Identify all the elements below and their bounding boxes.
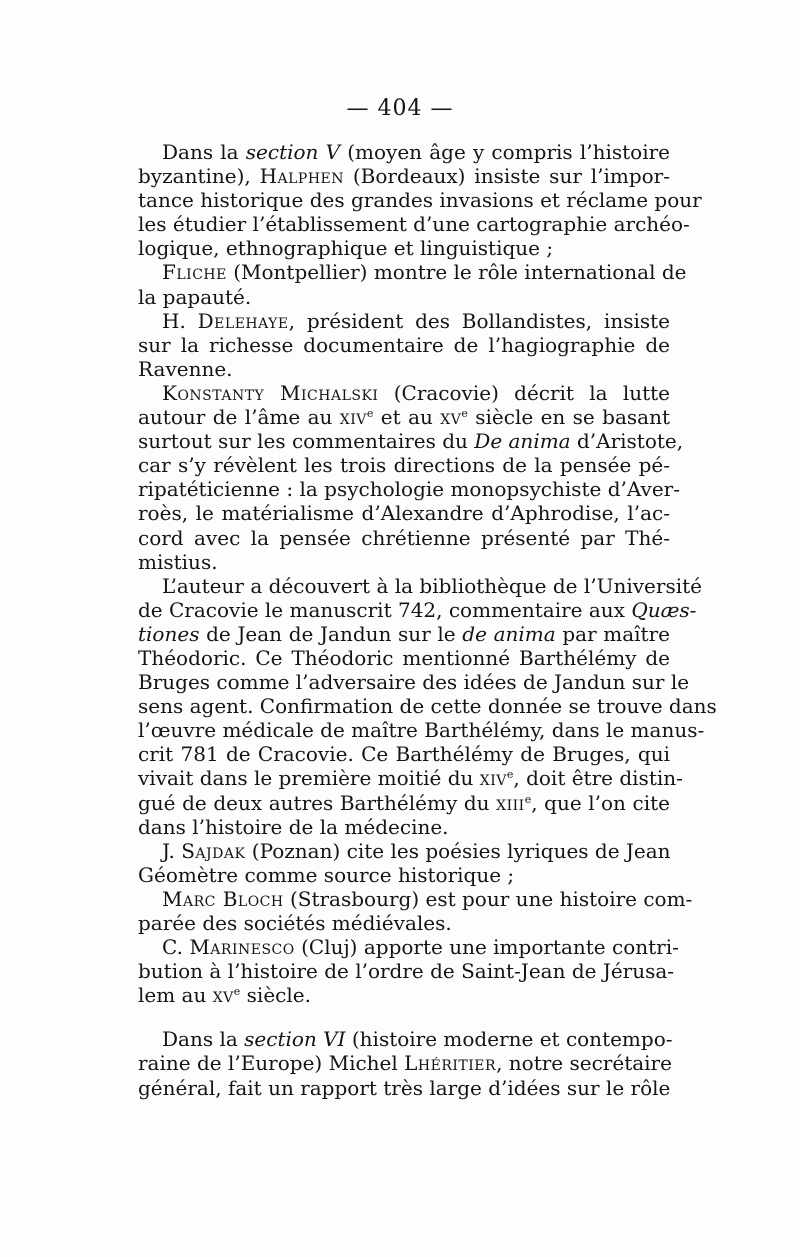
paragraph-p5 (138, 573, 717, 839)
text-line (138, 236, 670, 260)
text-run: bution à l’histoire de l’ordre de Saint-Jean de Jérusa- (138, 959, 675, 984)
text-run: (Cluj) apporte une importante contri- (294, 935, 679, 960)
italic-term: De anima (474, 429, 571, 454)
text-line (138, 839, 670, 863)
text-run: (Cracovie) décrit la lutte (378, 380, 671, 405)
text-line (138, 188, 702, 213)
text-line (138, 791, 670, 815)
text-line (138, 550, 670, 574)
body-text (138, 140, 717, 1100)
text-run: les étudier l’établissement d’une cartographie archéo- (138, 212, 690, 237)
text-run: et au (373, 405, 441, 430)
text-run: C. (162, 935, 190, 960)
text-run: d’Aristote, (570, 429, 684, 454)
text-run: Dans la (162, 140, 246, 164)
text-run: raine de l’Europe) Michel (138, 1051, 405, 1076)
small-caps-name: xv (440, 405, 462, 430)
small-caps-name: Konstanty Michalski (162, 380, 379, 405)
page-number: — 404 — (346, 96, 454, 121)
superscript: e (366, 407, 374, 421)
text-run: par maître (555, 621, 670, 646)
text-run: byzantine), (138, 164, 260, 189)
text-run: siècle. (240, 983, 311, 1008)
text-run: (histoire moderne et contempo- (345, 1027, 673, 1052)
text-run: (moyen âge y compris l’histoire (340, 140, 671, 164)
paragraph-p8 (138, 935, 679, 1008)
section-gap (138, 1007, 670, 1027)
text-run: Dans la (162, 1027, 245, 1052)
text-run: roès, le matérialisme d’Alexandre d’Aphrodise, l’ac- (138, 501, 670, 526)
text-line (138, 694, 717, 719)
text-line (138, 959, 675, 984)
text-line (138, 285, 670, 309)
text-line (138, 477, 680, 502)
text-line (138, 646, 670, 670)
text-line (138, 863, 670, 887)
text-line (138, 453, 670, 477)
text-run: général, fait un rapport très large d’idées sur le rôle (138, 1075, 671, 1100)
text-line (138, 1076, 670, 1100)
italic-term: Quæs- (631, 597, 697, 622)
text-run: cord avec la pensée chrétienne présenté par Thé- (138, 525, 670, 550)
small-caps-name: Marinesco (189, 935, 295, 960)
text-line (138, 718, 705, 743)
small-caps-name: xv (212, 983, 234, 1008)
text-run: H. (162, 308, 198, 333)
small-caps-name: xiv (479, 766, 507, 791)
text-line (138, 935, 679, 960)
text-run: la papauté. (138, 284, 252, 309)
text-line (138, 333, 670, 357)
text-run: sur la richesse documentaire de l’hagiographie de (138, 332, 670, 357)
text-run: crit 781 de Cracovie. Ce Barthélémy de Bruges, qui (138, 742, 670, 767)
text-line (138, 622, 670, 646)
small-caps-name: xiv (339, 405, 367, 430)
italic-term: de anima (462, 621, 556, 646)
text-run: car s’y révèlent les trois directions de la pensée pé- (138, 453, 670, 478)
small-caps-name: Marc Bloch (162, 886, 284, 911)
text-line (138, 212, 690, 237)
text-run: de Jean de Jandun sur le (199, 621, 463, 646)
text-line (138, 429, 684, 454)
text-run: J. (162, 838, 182, 863)
text-run: surtout sur les commentaires du (138, 429, 475, 454)
text-line (138, 357, 670, 381)
text-line (138, 670, 690, 695)
italic-term: section VI (244, 1027, 346, 1052)
text-line (138, 1027, 673, 1052)
text-line (138, 573, 702, 598)
text-line (138, 381, 670, 405)
text-run: , doit être distin- (513, 766, 683, 791)
text-line (138, 140, 670, 164)
text-run: de Cracovie le manuscrit 742, commentaire aux (138, 597, 632, 622)
text-run: (Montpellier) montre le rôle international de (226, 260, 687, 285)
text-run: (Bordeaux) insiste sur l’impor- (344, 164, 670, 189)
text-line (138, 501, 670, 525)
text-line (138, 766, 683, 791)
superscript: e (506, 768, 514, 782)
paragraph-p1 (138, 140, 702, 261)
paragraph-p9 (138, 1027, 673, 1100)
paragraph-p3 (138, 309, 670, 381)
text-run: , président des Bollandistes, insiste (288, 308, 671, 333)
superscript: e (233, 985, 241, 999)
italic-term: section V (245, 140, 341, 164)
paragraph-p7 (138, 886, 693, 935)
text-line (138, 911, 670, 935)
text-line (138, 526, 670, 550)
small-caps-name: Lhéritier (404, 1051, 497, 1076)
small-caps-name: xiii (496, 790, 525, 815)
text-run: l’œuvre médicale de maître Barthélémy, dans le manus- (138, 718, 705, 743)
text-line (138, 260, 687, 285)
superscript: e (461, 407, 468, 421)
text-run: Bruges comme l’adversaire des idées de Jandun sur le (138, 670, 690, 695)
text-run: autour de l’âme au (138, 405, 340, 430)
text-run: (Strasbourg) est pour une histoire com- (283, 886, 693, 911)
text-run: lem au (138, 983, 213, 1008)
text-run: logique, ethnographique et linguistique ; (138, 236, 554, 261)
text-line (138, 742, 670, 766)
text-run: sens agent. Confirmation de cette donnée se trouve dans (138, 694, 717, 719)
text-run: Ravenne. (138, 356, 233, 381)
text-line (138, 1051, 670, 1075)
text-run: gué de deux autres Barthélémy du (138, 790, 497, 815)
italic-term: tiones (138, 621, 200, 646)
text-line (138, 815, 670, 839)
text-run: Géomètre comme source historique ; (138, 862, 515, 887)
text-run: L’auteur a découvert à la bibliothèque de l’Université (162, 573, 702, 598)
text-line (138, 405, 670, 429)
paragraph-p6 (138, 839, 670, 887)
text-run: ripatéticienne : la psychologie monopsychiste d’Aver- (138, 477, 680, 502)
text-line (138, 164, 670, 188)
text-line (138, 597, 697, 622)
text-run: siècle en se basant (467, 405, 670, 430)
text-line (138, 983, 670, 1007)
text-run: mistius. (138, 549, 218, 574)
text-run: , que l’on cite (531, 790, 670, 815)
small-caps-name: Delehaye (197, 308, 289, 333)
small-caps-name: Fliche (162, 260, 227, 285)
text-run: parée des sociétés médiévales. (138, 911, 452, 935)
text-line (138, 309, 670, 333)
text-run: tance historique des grandes invasions et réclame pour (138, 188, 702, 213)
text-run: , notre secrétaire (496, 1051, 672, 1076)
text-run: dans l’histoire de la médecine. (138, 814, 449, 839)
paragraph-p2 (138, 260, 687, 309)
text-run: (Poznan) cite les poésies lyriques de Jean (245, 838, 671, 863)
text-line (138, 886, 693, 911)
small-caps-name: Sajdak (181, 838, 246, 863)
superscript: e (524, 792, 532, 806)
small-caps-name: Halphen (259, 164, 345, 189)
text-run: vivait dans le première moitié du (138, 766, 480, 791)
text-run: Théodoric. Ce Théodoric mentionné Barthélémy de (138, 645, 670, 670)
paragraph-p4 (138, 380, 684, 574)
